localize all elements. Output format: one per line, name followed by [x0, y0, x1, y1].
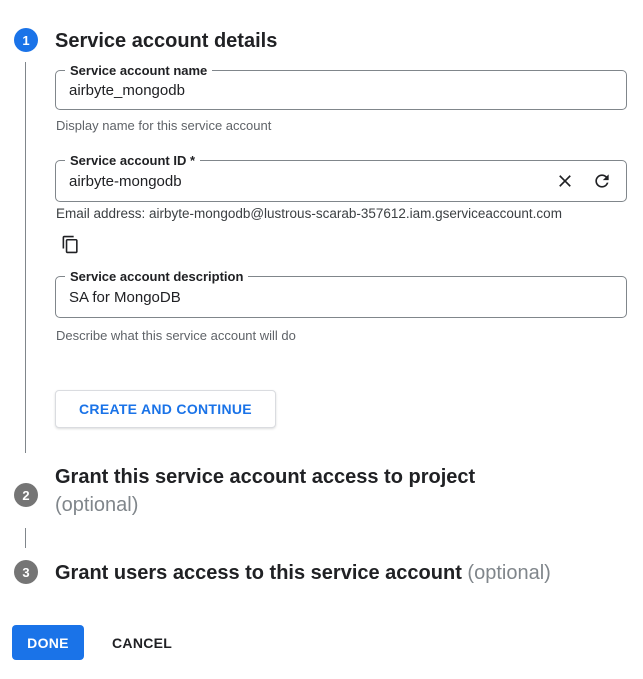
- service-account-id-label: Service account ID *: [65, 153, 200, 168]
- clear-id-button[interactable]: [553, 170, 577, 194]
- regenerate-id-button[interactable]: [590, 170, 614, 194]
- service-account-description-input[interactable]: [69, 278, 499, 316]
- refresh-icon: [592, 171, 612, 194]
- step-3-title-text: Grant users access to this service account: [55, 562, 462, 584]
- step-2-title-text: Grant this service account access to project: [55, 466, 476, 488]
- step-2-indicator: 2: [14, 483, 38, 507]
- service-account-name-helper: Display name for this service account: [56, 118, 272, 133]
- step-3-optional-label: (optional): [467, 562, 551, 584]
- step-connector-line: [25, 62, 26, 453]
- close-icon: [555, 171, 575, 194]
- done-button[interactable]: DONE: [12, 625, 84, 660]
- copy-icon: [61, 235, 80, 257]
- step-2-title: [55, 463, 535, 519]
- copy-email-button[interactable]: [58, 234, 82, 258]
- step-connector-line-short: [25, 528, 26, 548]
- step-1-title: Service account details: [55, 30, 278, 52]
- step-2-optional-label: (optional): [55, 494, 139, 516]
- service-account-description-label: Service account description: [65, 269, 248, 284]
- service-account-email-text: Email address: airbyte-mongodb@lustrous-scarab-357612.iam.gserviceaccount.com: [56, 206, 562, 221]
- service-account-description-field: [55, 269, 627, 318]
- step-3-title: [55, 559, 640, 587]
- step-3-indicator: 3: [14, 560, 38, 584]
- service-account-id-input[interactable]: [69, 162, 499, 200]
- create-and-continue-button[interactable]: CREATE AND CONTINUE: [55, 390, 276, 428]
- service-account-id-field: [55, 153, 627, 202]
- step-1-indicator: 1: [14, 28, 38, 52]
- service-account-name-label: Service account name: [65, 63, 212, 78]
- service-account-description-helper: Describe what this service account will do: [56, 328, 296, 343]
- service-account-name-field: [55, 63, 627, 110]
- service-account-name-input[interactable]: [69, 72, 499, 108]
- cancel-button[interactable]: CANCEL: [104, 625, 180, 660]
